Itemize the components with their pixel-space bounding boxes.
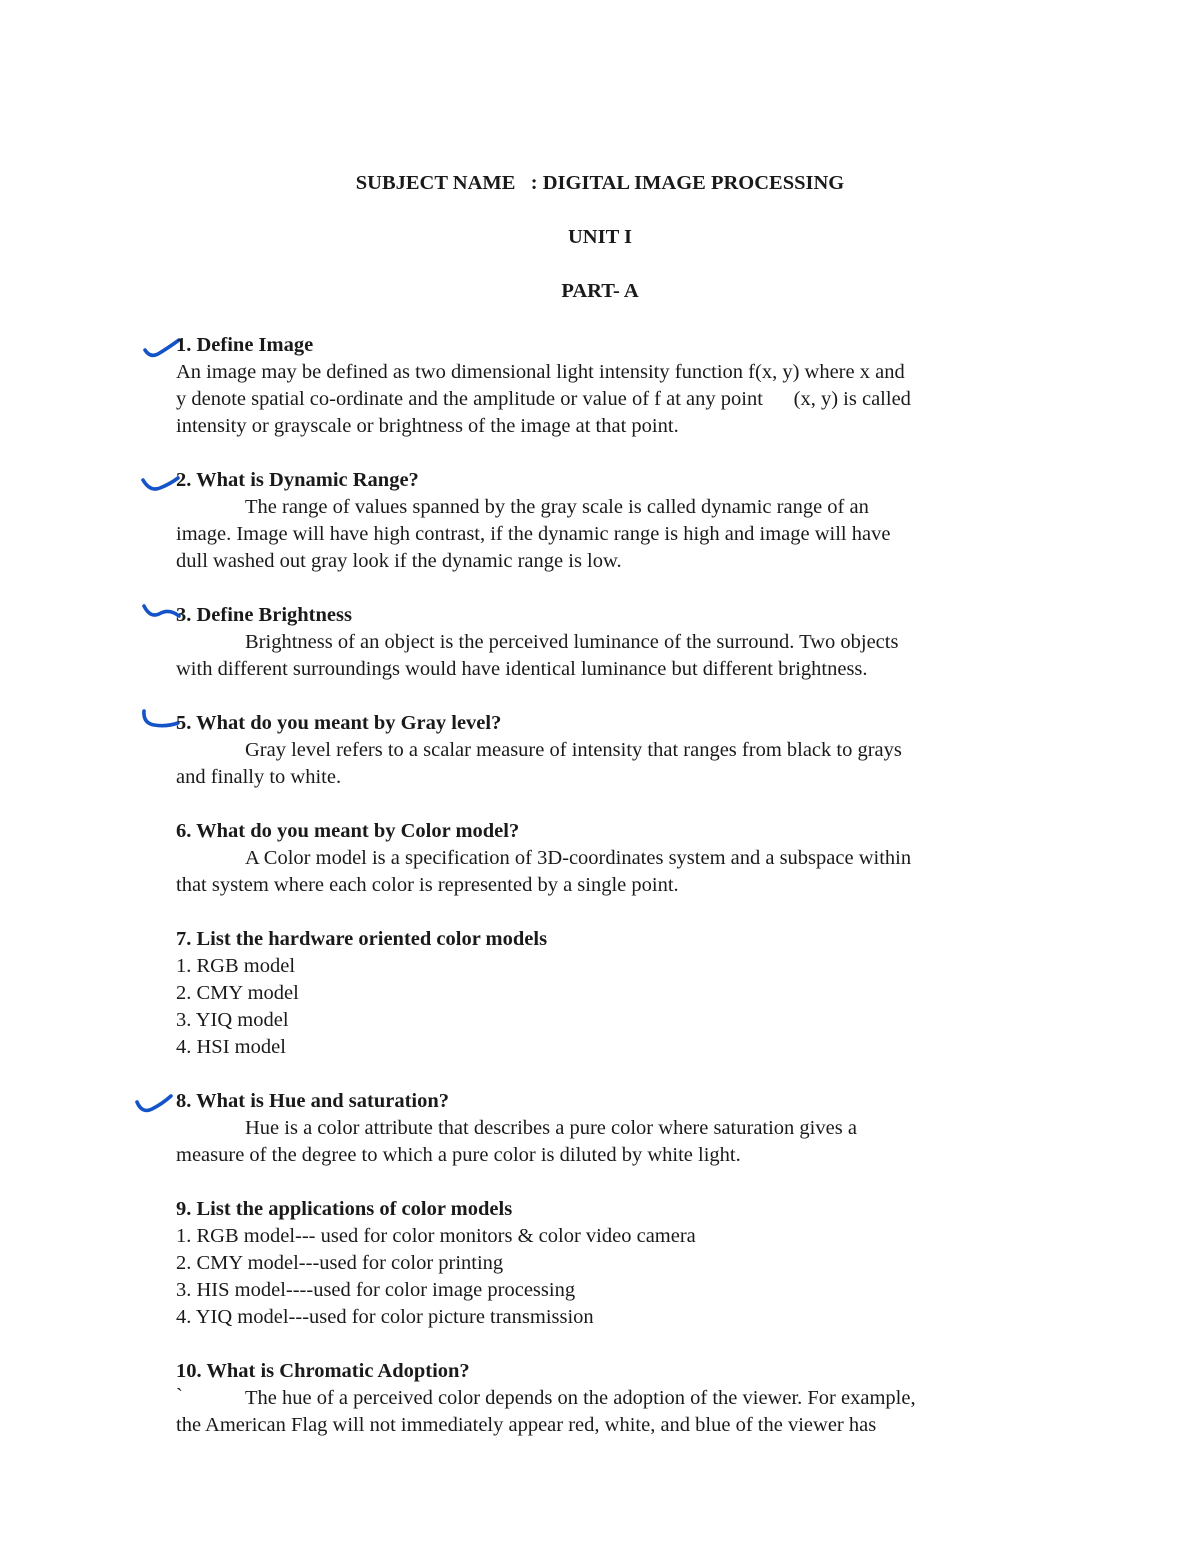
question-heading: 10. What is Chromatic Adoption? [176, 1360, 470, 1382]
subject-title: SUBJECT NAME : DIGITAL IMAGE PROCESSING [355, 172, 845, 194]
question-heading: 1. Define Image [176, 334, 314, 356]
answer-line: intensity or grayscale or brightness of the image at that point. [176, 415, 679, 437]
checkmark-icon [140, 707, 180, 731]
checkmark-icon [141, 598, 181, 622]
answer-line: The range of values spanned by the gray scale is called dynamic range of an [245, 496, 869, 518]
answer-line: The hue of a perceived color depends on the adoption of the viewer. For example, [245, 1387, 916, 1409]
answer-line: Gray level refers to a scalar measure of intensity that ranges from black to grays [245, 739, 902, 761]
list-item: 3. HIS model----used for color image processing [176, 1279, 576, 1301]
question-heading: 7. List the hardware oriented color models [176, 928, 548, 950]
question-heading: 8. What is Hue and saturation? [176, 1090, 450, 1112]
answer-line: A Color model is a specification of 3D-coordinates system and a subspace within [245, 847, 912, 869]
answer-line: that system where each color is represented by a single point. [176, 874, 679, 896]
question-heading: 9. List the applications of color models [176, 1198, 513, 1220]
answer-line: with different surroundings would have identical luminance but different brightness. [176, 658, 868, 680]
stray-mark: ` [176, 1385, 183, 1407]
answer-line: dull washed out gray look if the dynamic range is low. [176, 550, 622, 572]
question-heading: 5. What do you meant by Gray level? [176, 712, 502, 734]
answer-line: Brightness of an object is the perceived luminance of the surround. Two objects [245, 631, 899, 653]
part-title: PART- A [561, 280, 639, 302]
answer-line: the American Flag will not immediately appear red, white, and blue of the viewer has [176, 1414, 877, 1436]
list-item: 4. YIQ model---used for color picture transmission [176, 1306, 594, 1328]
answer-line: y denote spatial co-ordinate and the amplitude or value of f at any point (x, y) is called [176, 388, 911, 410]
list-item: 2. CMY model---used for color printing [176, 1252, 504, 1274]
answer-line: An image may be defined as two dimensional light intensity function f(x, y) where x and [176, 361, 905, 383]
list-item: 1. RGB model--- used for color monitors & color video camera [176, 1225, 696, 1247]
list-item: 3. YIQ model [176, 1009, 289, 1031]
list-item: 4. HSI model [176, 1036, 286, 1058]
list-item: 2. CMY model [176, 982, 299, 1004]
question-heading: 2. What is Dynamic Range? [176, 469, 419, 491]
checkmark-icon [134, 1092, 174, 1116]
answer-line: measure of the degree to which a pure color is diluted by white light. [176, 1144, 741, 1166]
question-heading: 3. Define Brightness [176, 604, 352, 626]
unit-title: UNIT I [568, 226, 632, 248]
answer-line: Hue is a color attribute that describes a pure color where saturation gives a [245, 1117, 857, 1139]
answer-line: and finally to white. [176, 766, 342, 788]
question-heading: 6. What do you meant by Color model? [176, 820, 520, 842]
list-item: 1. RGB model [176, 955, 296, 977]
answer-line: image. Image will have high contrast, if the dynamic range is high and image will have [176, 523, 891, 545]
checkmark-icon [140, 472, 180, 496]
